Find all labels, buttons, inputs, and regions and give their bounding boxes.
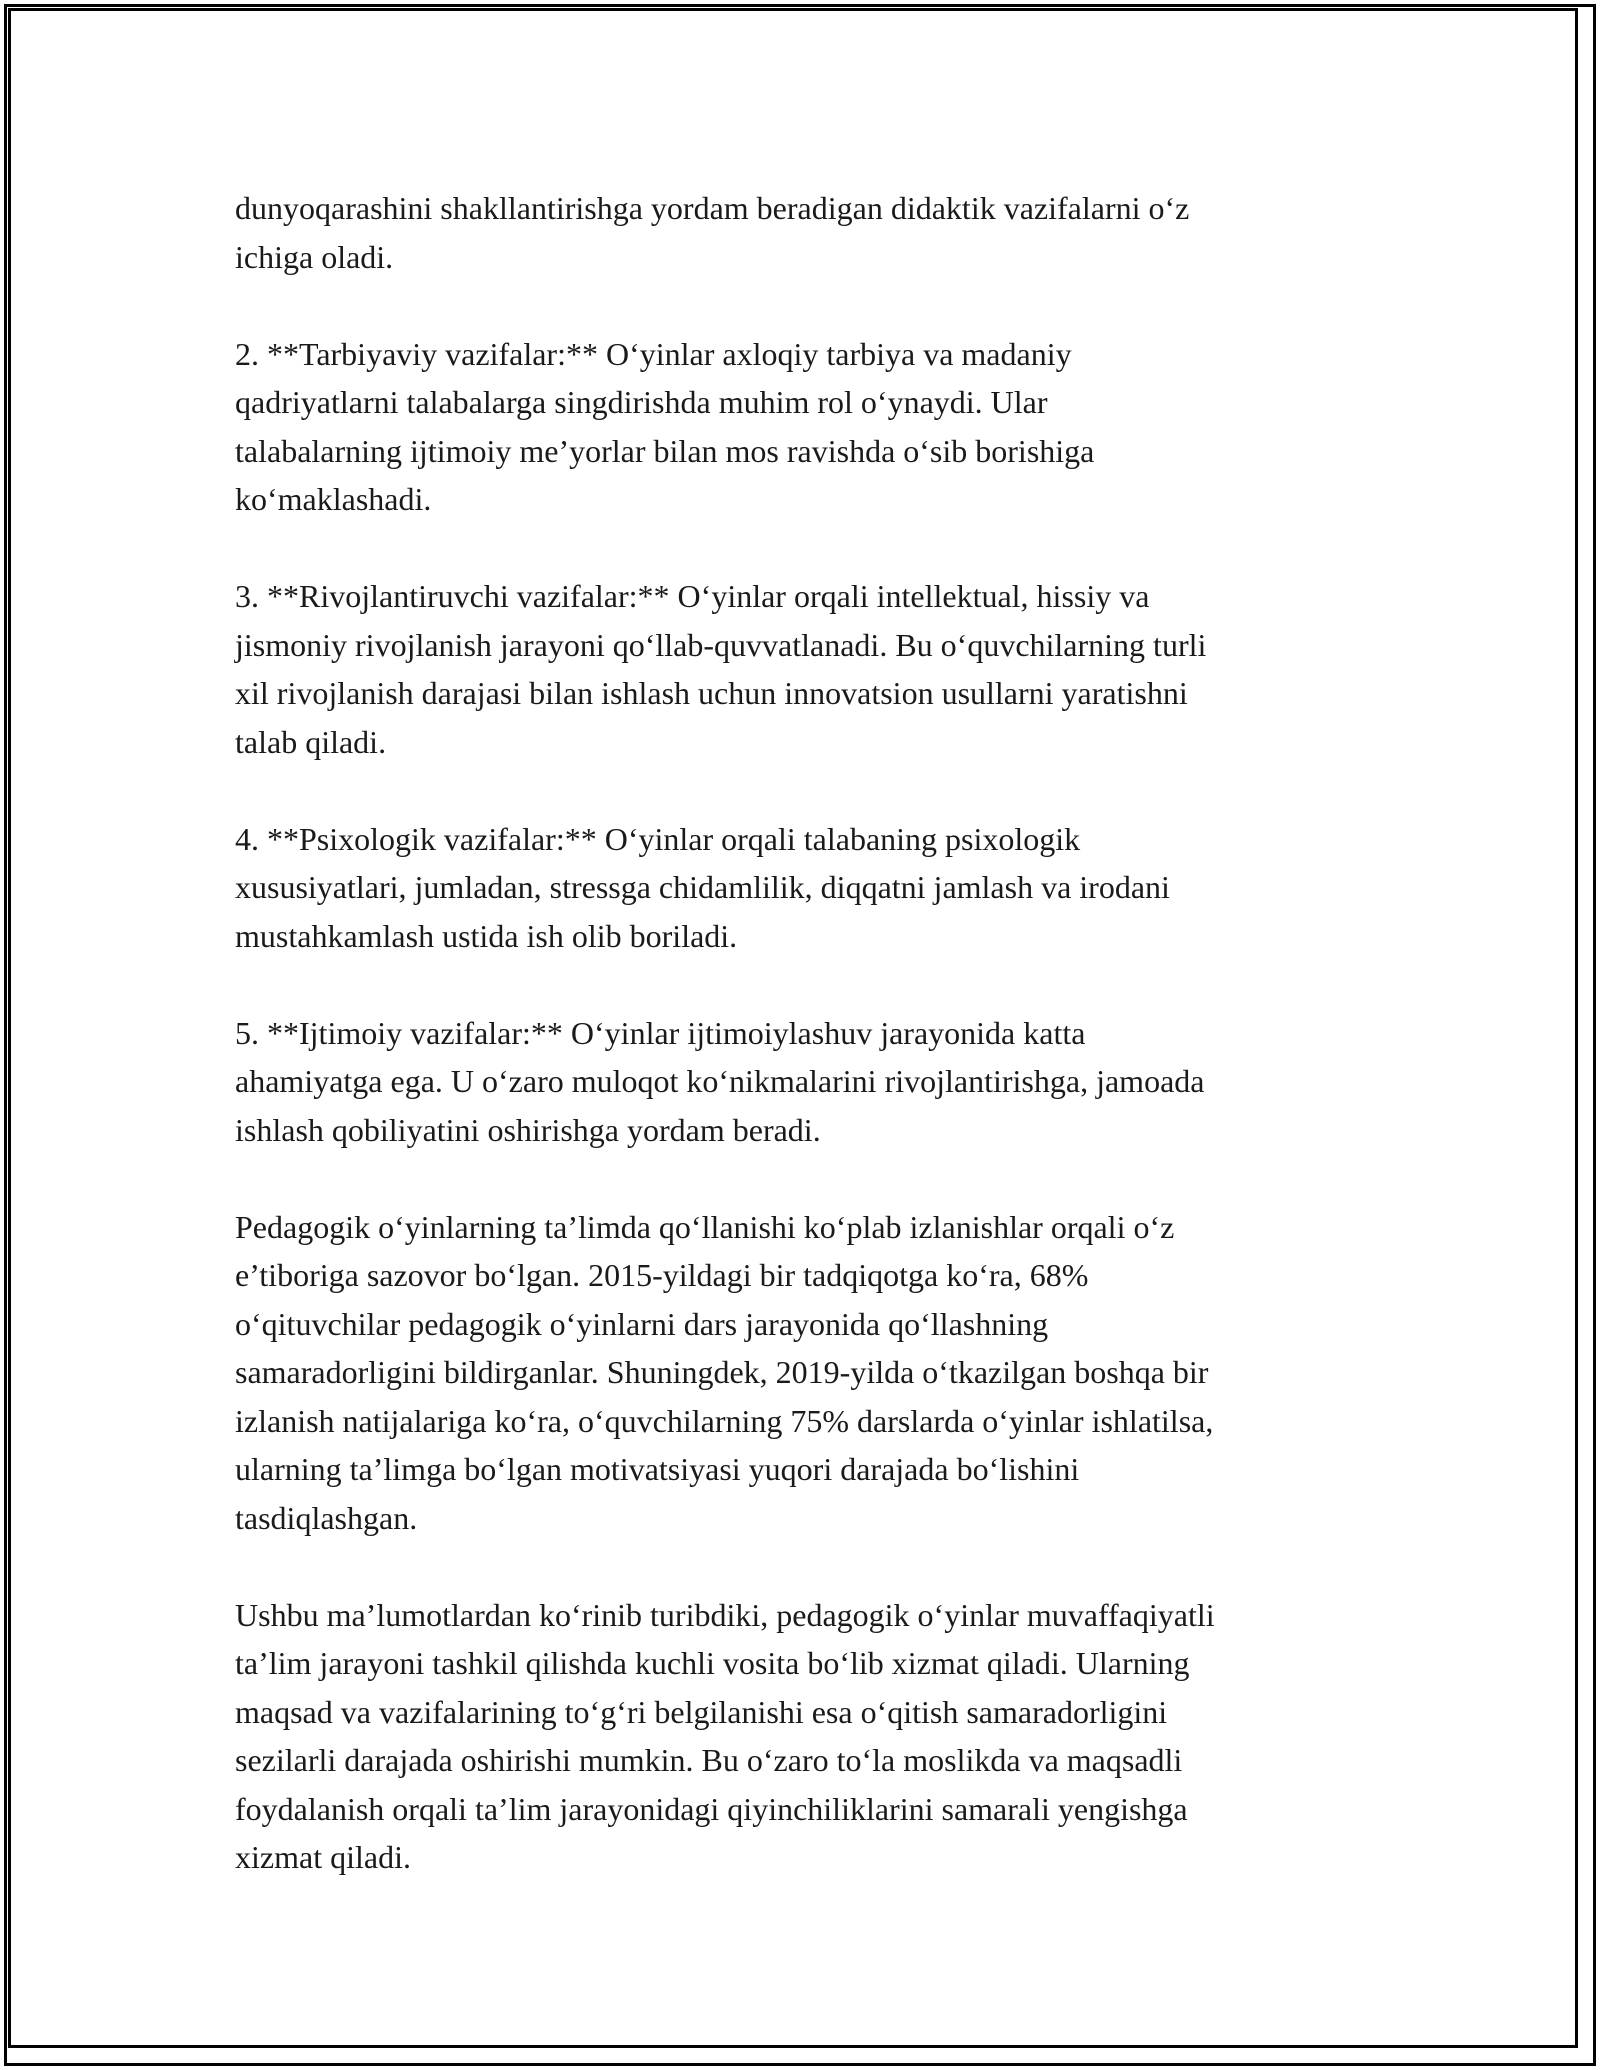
paragraph-intro-continuation: dunyoqarashini shakllantirishga yordam beradigan didaktik vazifalarni o‘z ichiga oladi.	[235, 190, 1190, 275]
paragraph-conclusion: Ushbu ma’lumotlardan ko‘rinib turibdiki, pedagogik o‘yinlar muvaffaqiyatli ta’lim jarayoni tashkil qilishda kuchli vosita bo‘lib xizmat qiladi. Ularning maqsad va vazifalarining to‘g‘ri belgilanishi esa o‘qitish samaradorligini sezilarli darajada oshirishi mumkin. Bu o‘zaro to‘la moslikda va maqsadli foydalanish orqali ta’lim jarayonidagi qiyinchiliklarini samarali yengishga xizmat qiladi.	[235, 1596, 1215, 1875]
document-body	[235, 184, 1375, 1882]
paragraph-ijtimoiy-vazifalar: 5. **Ijtimoiy vazifalar:** O‘yinlar ijtimoiylashuv jarayonida katta ahamiyatga ega. U o‘zaro muloqot ko‘nikmalarini rivojlantirishga, jamoada ishlash qobiliyatini oshirishga yordam beradi.	[235, 1014, 1205, 1148]
paragraph-psixologik-vazifalar: 4. **Psixologik vazifalar:** O‘yinlar orqali talabaning psixologik xususiyatlari, jumladan, stressga chidamlilik, diqqatni jamlash va irodani mustahkamlash ustida ish olib boriladi.	[235, 820, 1170, 954]
paragraph-rivojlantiruvchi-vazifalar: 3. **Rivojlantiruvchi vazifalar:** O‘yinlar orqali intellektual, hissiy va jismoniy rivojlanish jarayoni qo‘llab-quvvatlanadi. Bu o‘quvchilarning turli xil rivojlanish darajasi bilan ishlash uchun innovatsion usullarni yaratishni talab qiladi.	[235, 578, 1207, 760]
paragraph-research-statistics: Pedagogik o‘yinlarning ta’limda qo‘llanishi ko‘plab izlanishlar orqali o‘z e’tiboriga sazovor bo‘lgan. 2015-yildagi bir tadqiqotga ko‘ra, 68% o‘qituvchilar pedagogik o‘yinlarni dars jarayonida qo‘llashning samaradorligini bildirganlar. Shuningdek, 2019-yilda o‘tkazilgan boshqa bir izlanish natijalariga ko‘ra, o‘quvchilarning 75% darslarda o‘yinlar ishlatilsa, ularning ta’limga bo‘lgan motivatsiyasi yuqori darajada bo‘lishini tasdiqlashgan.	[235, 1208, 1214, 1536]
paragraph-tarbiyaviy-vazifalar: 2. **Tarbiyaviy vazifalar:** O‘yinlar axloqiy tarbiya va madaniy qadriyatlarni talabalarga singdirishda muhim rol o‘ynaydi. Ular talabalarning ijtimoiy me’yorlar bilan mos ravishda o‘sib borishiga ko‘maklashadi.	[235, 335, 1095, 517]
